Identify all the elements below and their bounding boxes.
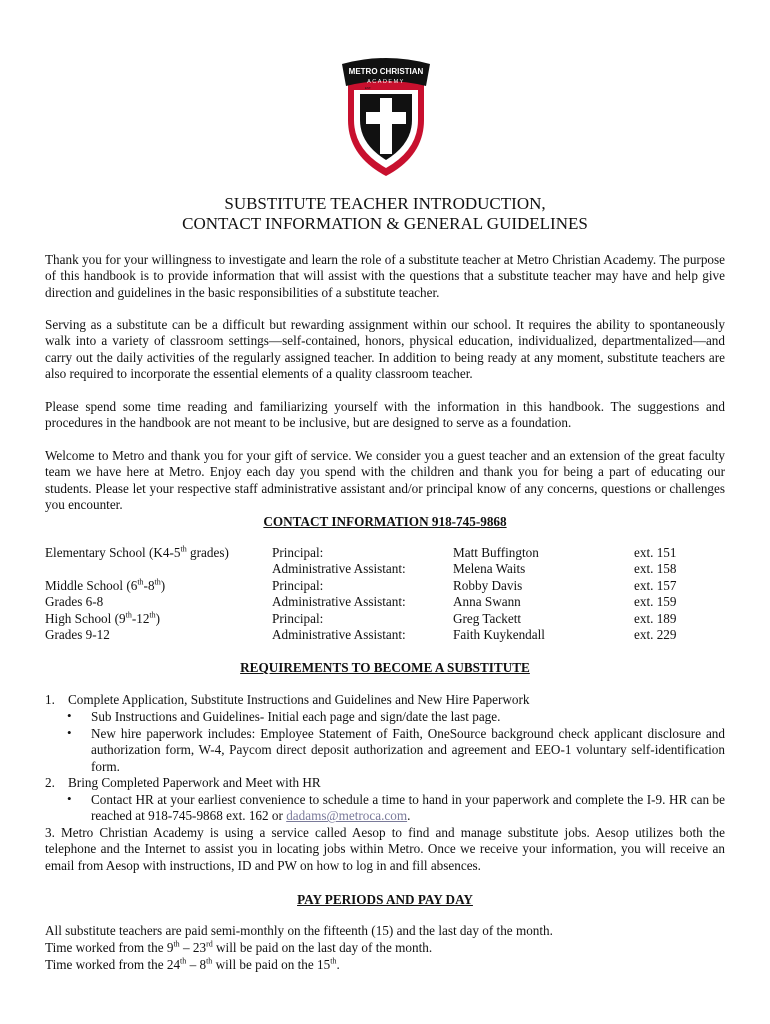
list-item: 3. Metro Christian Academy is using a service called Aesop to find and manage substitute jobs. Aesop utilizes both the telephone and the Internet to assist you in locating jobs within Metro. Once we receive your information, you will receive an email from Aesop with instructions, ID and PW on how to log in and fill absences. bbox=[45, 825, 725, 873]
logo-text-top: METRO CHRISTIAN bbox=[348, 67, 424, 76]
list-item: New hire paperwork includes: Employee Statement of Faith, OneSource background check applicant disclosure and authorization form, W-4, Paycom direct deposit authorization and agreement and EEO-1 voluntary self-identification form. bbox=[91, 726, 725, 774]
contact-name: Anna Swann bbox=[453, 594, 521, 609]
contact-name: Robby Davis bbox=[453, 578, 523, 593]
contact-row bbox=[45, 611, 725, 627]
contact-heading: CONTACT INFORMATION 918-745-9868 bbox=[263, 514, 507, 529]
contact-role: Principal: bbox=[272, 611, 324, 626]
intro-paragraph-3: Please spend some time reading and familiarizing yourself with the information in this handbook. The suggestions and procedures in the handbook are not meant to be inclusive, but are designed to serve as a foundation. bbox=[45, 399, 725, 431]
bullet-icon: • bbox=[67, 725, 72, 740]
school-label-high: High School (9th-12th) bbox=[45, 610, 161, 626]
logo-text-mid: ACADEMY bbox=[367, 79, 405, 85]
contact-role: Administrative Assistant: bbox=[272, 561, 406, 576]
contact-role: Administrative Assistant: bbox=[272, 627, 406, 642]
contact-row bbox=[45, 627, 725, 643]
list-item: Bring Completed Paperwork and Meet with HR bbox=[68, 775, 321, 790]
contact-ext: ext. 229 bbox=[634, 627, 677, 642]
contact-role: Administrative Assistant: bbox=[272, 594, 406, 609]
contact-row bbox=[45, 578, 725, 594]
pay-line-2: Time worked from the 9th – 23rd will be paid on the last day of the month. bbox=[45, 939, 433, 955]
contact-name: Melena Waits bbox=[453, 561, 526, 576]
contact-row bbox=[45, 545, 725, 561]
intro-paragraph-4: Welcome to Metro and thank you for your gift of service. We consider you a guest teacher and an extension of the great faculty team we have here at Metro. Enjoy each day you spend with the children and thank you for being a part of educating our students. Please let your respective staff administrative assistant and/or principal know of any concerns, questions or challenges you encounter. bbox=[45, 448, 725, 513]
contact-ext: ext. 158 bbox=[634, 561, 677, 576]
pay-line-3: Time worked from the 24th – 8th will be paid on the 15th. bbox=[45, 956, 340, 972]
contact-name: Faith Kuykendall bbox=[453, 627, 545, 642]
contact-role: Principal: bbox=[272, 578, 324, 593]
school-label-elementary: Elementary School (K4-5th grades) bbox=[45, 544, 229, 560]
list-item: Complete Application, Substitute Instructions and Guidelines and New Hire Paperwork bbox=[68, 692, 530, 707]
school-grades-high: Grades 9-12 bbox=[45, 627, 110, 642]
bullet-icon: • bbox=[67, 708, 72, 723]
contact-name: Matt Buffington bbox=[453, 545, 539, 560]
contact-ext: ext. 189 bbox=[634, 611, 677, 626]
school-label-middle: Middle School (6th-8th) bbox=[45, 577, 166, 593]
list-number: 2. bbox=[45, 775, 55, 790]
intro-paragraph-2: Serving as a substitute can be a difficult but rewarding assignment within our school. It requires the ability to spontaneously walk into a variety of classroom settings—self-contained, honors, physical education, individualized, departmentalized—and carry out the daily activities of the regularly assigned teacher. In addition to being ready at any moment, substitute teachers are also required to incorporate the essential elements of a quality classroom teacher. bbox=[45, 317, 725, 382]
contact-role: Principal: bbox=[272, 545, 324, 560]
page-title-line-2: CONTACT INFORMATION & GENERAL GUIDELINES bbox=[182, 214, 588, 233]
contact-name: Greg Tackett bbox=[453, 611, 522, 626]
contact-ext: ext. 151 bbox=[634, 545, 677, 560]
list-number: 1. bbox=[45, 692, 55, 707]
contact-ext: ext. 159 bbox=[634, 594, 677, 609]
pay-heading: PAY PERIODS AND PAY DAY bbox=[297, 892, 473, 907]
pay-line-1: All substitute teachers are paid semi-monthly on the fifteenth (15) and the last day of the month. bbox=[45, 923, 553, 938]
bullet-icon: • bbox=[67, 791, 72, 806]
intro-paragraph-1: Thank you for your willingness to investigate and learn the role of a substitute teacher at Metro Christian Academy. The purpose of this handbook is to provide information that will assist with the questions that a substitute teacher may have and help give direction and guidelines in the basic responsibilities of a substitute teacher. bbox=[45, 252, 725, 300]
contact-row bbox=[45, 561, 725, 577]
page-title-line-1: SUBSTITUTE TEACHER INTRODUCTION, bbox=[224, 194, 546, 213]
list-item: Contact HR at your earliest convenience to schedule a time to hand in your paperwork and complete the I-9. HR can be reached at 918-745-9868 ext. 162 or dadams@metroca.com. bbox=[91, 792, 725, 824]
hr-email-link[interactable]: dadams@metroca.com bbox=[286, 808, 408, 824]
contact-ext: ext. 157 bbox=[634, 578, 677, 593]
list-item: Sub Instructions and Guidelines- Initial each page and sign/date the last page. bbox=[91, 709, 501, 724]
requirements-heading: REQUIREMENTS TO BECOME A SUBSTITUTE bbox=[240, 660, 530, 675]
school-grades-middle: Grades 6-8 bbox=[45, 594, 104, 609]
metro-christian-academy-logo-icon bbox=[340, 56, 432, 178]
logo-text-est: EST. bbox=[364, 86, 372, 90]
contact-row bbox=[45, 594, 725, 610]
